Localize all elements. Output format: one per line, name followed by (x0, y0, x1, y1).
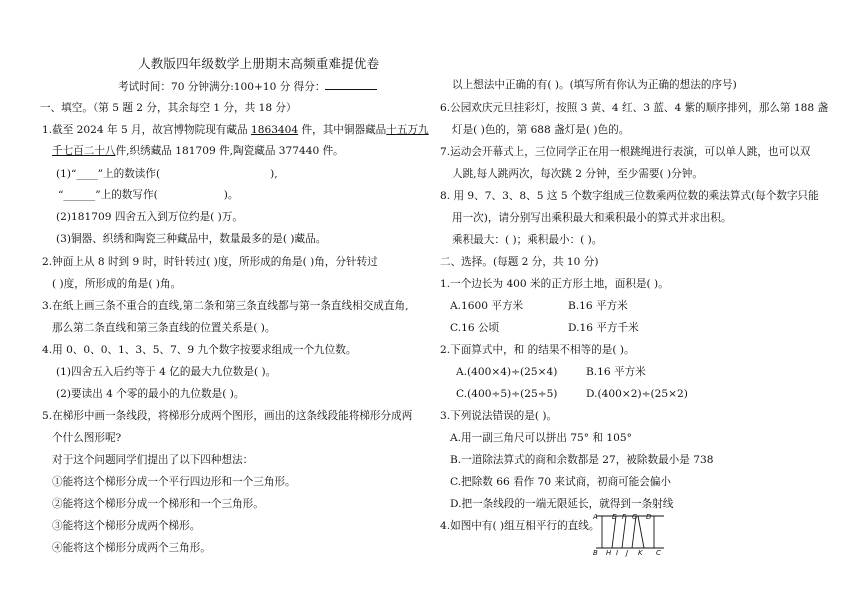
q1-underlined-words-2: 千七百二十八 (52, 145, 116, 157)
exam-meta-text: 考试时间：70 分钟满分:100+10 分 得分： (118, 81, 326, 93)
q7-line1: 7.运动会开幕式上，三位同学正在用一根跳绳进行表演，可以单人跳，也可以双 (440, 146, 811, 158)
q1-sub2: (2)181709 四舍五入到万位约是( )万。 (56, 211, 243, 223)
q1-sub1 (56, 168, 278, 181)
q3-line1: 3.在纸上画三条不重合的直线,第二条和第三条直线都与第一条直线相交成直角, (42, 300, 409, 312)
c4-question: 4.如图中有( )组互相平行的直线。 (440, 520, 600, 532)
q1-underlined-words-1: 十五万九 (386, 124, 429, 136)
c1-option-a: A.1600 平方米 (450, 300, 524, 312)
c1-option-c: C.16 公顷 (450, 322, 500, 334)
c3-option-c: C.把除数 66 看作 70 来试商，初商可能会偏小 (450, 476, 672, 488)
q8-line1: 8. 用 9、7、3、8、5 这 5 个数字组成三位数乘两位数的乘法算式(每个数字只能 (440, 190, 819, 202)
q1-sub1b (58, 189, 238, 202)
section-1-heading: 一、填空。（第 5 题 2 分，其余每空 1 分，共 18 分） (40, 102, 297, 114)
figure-label-H: H (606, 549, 612, 557)
q5-answer-line: 以上想法中正确的有( )。(填写所有你认为正确的想法的序号) (452, 79, 737, 91)
c2-option-d: D.(400×2)÷(25×2) (586, 388, 688, 400)
c3-option-d: D.把一条线段的一端无限延长，就得到一条射线 (450, 498, 674, 510)
figure-label-G: G (632, 513, 638, 521)
q2-line2: ( )度，所形成的角是( )角。 (52, 278, 182, 290)
q1-sub1-end: ), (270, 168, 278, 180)
c2-option-b: B.16 平方米 (586, 366, 646, 378)
q8-line3: 乘积最大：( )；乘积最小：( )。 (452, 234, 603, 246)
c1-question: 1.一个边长为 400 米的正方形土地，面积是( )。 (440, 278, 669, 290)
q8-line2: 用一次)，请分别写出乘积最大和乘积最小的算式并求出积。 (452, 212, 732, 224)
q1-sub1-text: (1)“____”上的数读作( (56, 168, 161, 180)
parallel-lines-figure (590, 508, 670, 560)
c2-option-a: A.(400×4)÷(25×4) (456, 366, 558, 378)
q1-sub1b-text: “______”上的数写作( (58, 189, 158, 201)
q6-line1: 6.公园欢庆元旦挂彩灯，按照 3 黄、4 红、3 蓝、4 紫的顺序排列，那么第 188 盏 (440, 102, 829, 114)
figure-label-D: D (646, 513, 652, 521)
q7-line2: 人跳,每人跳两次，每次跳 2 分钟，至少需要( )分钟。 (452, 168, 703, 180)
c2-question: 2.下面算式中，和 的结果不相等的是( )。 (440, 344, 635, 356)
q6-line2: 灯是( )色的，第 688 盏灯是( )色的。 (452, 124, 630, 136)
c3-question: 3.下列说法错误的是( )。 (440, 410, 558, 422)
q1-underlined-number: 1863404 (250, 124, 299, 136)
q1-line2 (52, 145, 344, 158)
q5-line2: 个什么图形呢? (52, 432, 122, 444)
figure-label-A: A (593, 513, 598, 521)
figure-label-E: E (612, 513, 617, 521)
q1-line1 (42, 124, 429, 137)
figure-label-C: C (656, 549, 661, 557)
c2-option-c: C.(400÷5)÷(25÷5) (456, 388, 558, 400)
q4-line: 4.用 0、0、0、1、3、5、7、9 九个数字按要求组成一个九位数。 (42, 344, 357, 356)
q5-line3: 对于这个问题同学们提出了以下四种想法： (52, 454, 254, 466)
q5-idea2: ②能将这个梯形分成一个梯形和一个三角形。 (52, 498, 264, 510)
section-2-heading: 二、选择。(每题 2 分，共 10 分) (440, 256, 599, 268)
c3-option-a: A.用一副三角尺可以拼出 75° 和 105° (450, 432, 632, 444)
figure-label-I: I (616, 549, 619, 557)
q1-sub3: (3)铜器、织绣和陶瓷三种藏品中，数量最多的是( )藏品。 (56, 233, 327, 245)
page-title: 人教版四年级数学上册期末高频重难提优卷 (138, 56, 380, 71)
c3-option-b: B.一道除法算式的商和余数都是 27，被除数最小是 738 (450, 454, 714, 466)
q4-sub1: (1)四舍五入后约等于 4 亿的最大九位数是( )。 (56, 366, 277, 378)
c1-option-b: B.16 平方米 (568, 300, 628, 312)
figure-label-F: F (622, 513, 627, 521)
figure-label-J: J (626, 549, 629, 557)
q5-idea1: ①能将这个梯形分成一个平行四边形和一个三角形。 (52, 476, 296, 488)
figure-label-B: B (593, 549, 598, 557)
q1-text-a: 1.截至 2024 年 5 月，故宫博物院现有藏品 (42, 124, 251, 136)
exam-meta (118, 79, 377, 94)
q5-line1: 5.在梯形中画一条线段，将梯形分成两个图形，画出的这条线段能将梯形分成两 (42, 410, 413, 422)
c1-option-d: D.16 平方千米 (568, 322, 639, 334)
q3-line2: 那么第二条直线和第三条直线的位置关系是( )。 (52, 322, 276, 334)
q2-line1: 2.钟面上从 8 时到 9 时，时针转过( )度，所形成的角是( )角，分针转过 (42, 256, 378, 268)
q5-idea4: ④能将这个梯形分成两个三角形。 (52, 542, 211, 554)
q1-text-b: 件，其中铜器藏品 (298, 124, 387, 136)
q1-text-c: 件,织绣藏品 181709 件,陶瓷藏品 377440 件。 (115, 145, 344, 157)
q4-sub2: (2)要读出 4 个零的最小的九位数是( )。 (56, 388, 245, 400)
figure-line-GK (638, 516, 644, 548)
score-blank (325, 79, 377, 90)
q1-sub1b-end: )。 (223, 189, 239, 201)
figure-label-K: K (638, 549, 643, 557)
q5-idea3: ③能将这个梯形分成两个梯形。 (52, 520, 201, 532)
